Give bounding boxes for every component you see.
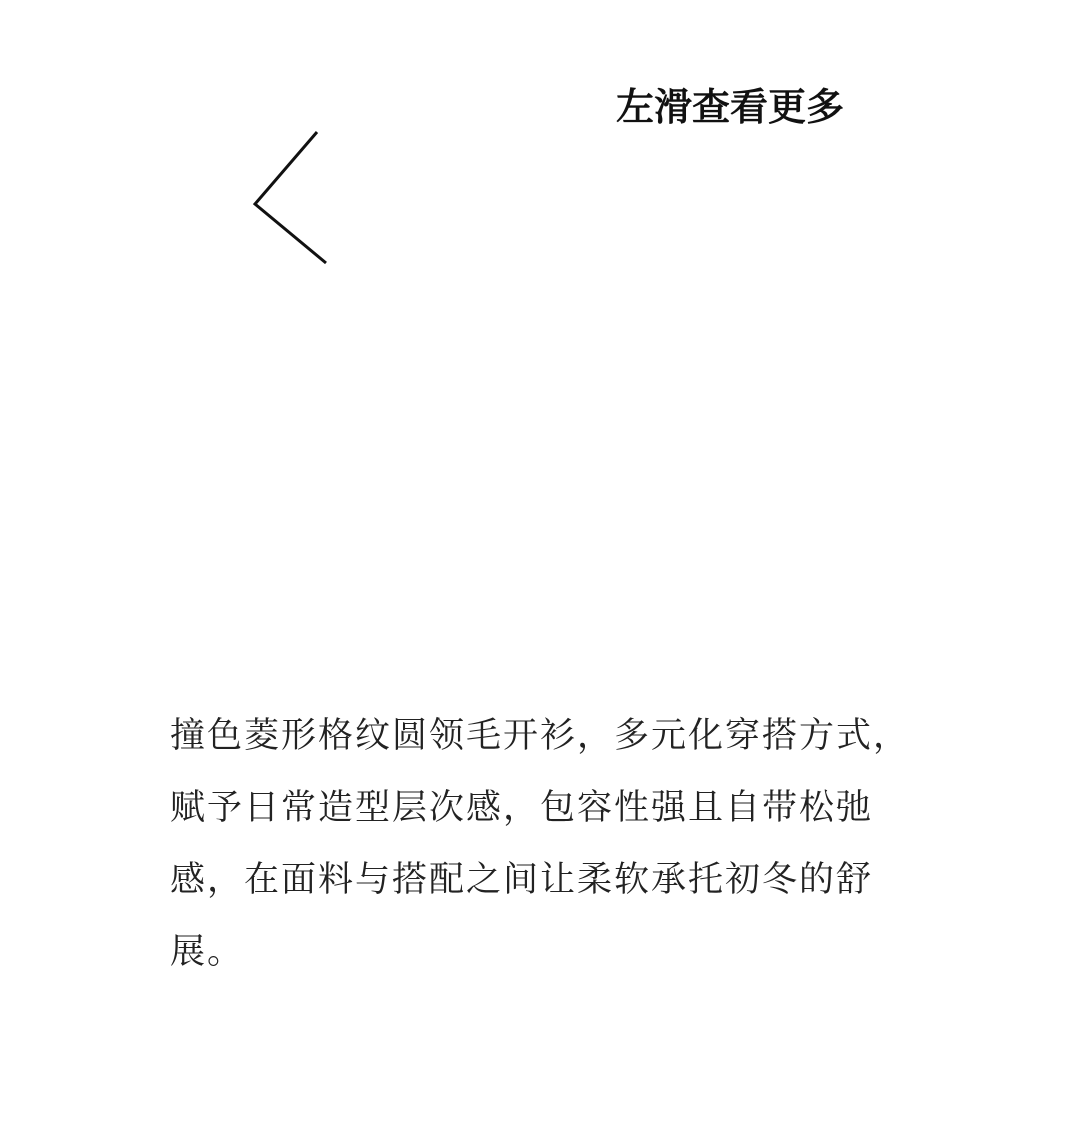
chevron-left-icon[interactable] [248, 128, 332, 268]
caption-line: 赋予日常造型层次感，包容性强且自带松弛 [170, 788, 874, 828]
caption-line: 感，在面料与搭配之间让柔软承托初冬的舒 [170, 860, 874, 900]
caption-line: 展。 [170, 932, 245, 972]
swipe-hint-label: 左滑查看更多 [616, 85, 845, 129]
product-caption [170, 700, 940, 988]
caption-line: 撞色菱形格纹圆领毛开衫，多元化穿搭方式， [170, 716, 911, 756]
